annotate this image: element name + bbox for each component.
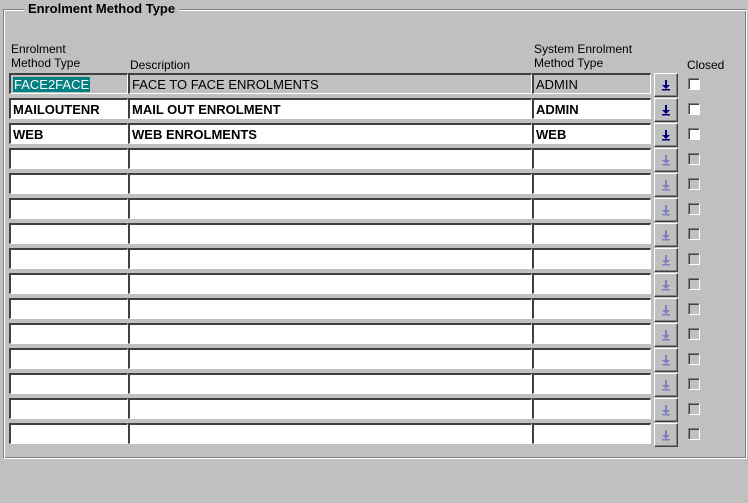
closed-checkbox[interactable] [688,403,700,415]
lov-button[interactable] [654,148,678,172]
empty-table-row [0,423,748,448]
closed-checkbox[interactable] [688,378,700,390]
lov-button[interactable] [654,423,678,447]
empty-table-row [0,298,748,323]
empty-table-row [0,323,748,348]
empty-table-row [0,273,748,298]
method-type-field[interactable] [9,273,128,294]
arrow-down-icon [661,179,671,191]
system-method-type-field[interactable] [532,198,651,219]
closed-checkbox[interactable] [688,328,700,340]
description-field[interactable] [128,373,532,394]
description-field[interactable] [128,298,532,319]
lov-button[interactable] [654,223,678,247]
description-field[interactable] [128,148,532,169]
arrow-down-icon [661,229,671,241]
selected-text: FACE2FACE [14,77,90,92]
system-method-type-field[interactable] [532,223,651,244]
closed-checkbox[interactable] [688,428,700,440]
empty-table-row [0,398,748,423]
description-field[interactable] [128,223,532,244]
method-type-field[interactable]: WEB [9,123,128,144]
method-type-field[interactable] [9,298,128,319]
closed-checkbox[interactable] [688,228,700,240]
system-method-type-field[interactable] [532,323,651,344]
system-method-type-field[interactable] [532,398,651,419]
system-method-type-field[interactable] [532,423,651,444]
description-field[interactable] [128,348,532,369]
lov-button[interactable] [654,323,678,347]
column-header-system-line2: Method Type [534,56,604,70]
closed-checkbox[interactable] [688,78,700,90]
system-method-type-field[interactable] [532,148,651,169]
closed-checkbox[interactable] [688,103,700,115]
empty-table-row [0,348,748,373]
description-field[interactable] [128,273,532,294]
closed-checkbox[interactable] [688,153,700,165]
column-header-system-method-type [534,42,632,70]
empty-table-row [0,373,748,398]
description-field[interactable] [128,198,532,219]
empty-table-row [0,223,748,248]
method-type-field[interactable] [9,373,128,394]
method-type-field[interactable] [9,323,128,344]
system-method-type-field[interactable] [532,348,651,369]
closed-checkbox[interactable] [688,128,700,140]
lov-button[interactable] [654,298,678,322]
system-method-type-field[interactable] [532,248,651,269]
arrow-down-icon [661,354,671,366]
method-type-field[interactable] [9,148,128,169]
lov-button[interactable] [654,73,678,97]
arrow-down-icon [661,304,671,316]
arrow-down-icon [661,404,671,416]
empty-table-row [0,198,748,223]
arrow-down-icon [661,379,671,391]
column-header-system-line1: System Enrolment [534,42,633,56]
method-type-field[interactable] [9,348,128,369]
closed-checkbox[interactable] [688,278,700,290]
system-method-type-field[interactable]: ADMIN [532,73,651,94]
column-header-closed: Closed [687,58,725,72]
empty-table-row [0,248,748,273]
closed-checkbox[interactable] [688,178,700,190]
closed-checkbox[interactable] [688,303,700,315]
system-method-type-field[interactable]: WEB [532,123,651,144]
arrow-down-icon [661,279,671,291]
method-type-field[interactable] [9,73,128,94]
method-type-field[interactable] [9,248,128,269]
description-field[interactable]: WEB ENROLMENTS [128,123,532,144]
closed-checkbox[interactable] [688,203,700,215]
column-header-method-type-line2: Method Type [11,56,81,70]
table-row [0,73,748,98]
lov-button[interactable] [654,173,678,197]
lov-button[interactable] [654,398,678,422]
column-header-description: Description [130,58,191,72]
lov-button[interactable] [654,248,678,272]
description-field[interactable] [128,323,532,344]
column-header-method-type-line1: Enrolment [11,42,66,56]
empty-table-row [0,148,748,173]
method-type-field[interactable] [9,198,128,219]
description-field[interactable] [128,173,532,194]
empty-table-row [0,173,748,198]
arrow-down-icon [661,129,671,141]
column-header-method-type [11,42,80,70]
description-field[interactable] [128,423,532,444]
description-field[interactable] [128,248,532,269]
method-type-field[interactable] [9,173,128,194]
method-type-field[interactable] [9,423,128,444]
lov-button[interactable] [654,348,678,372]
method-type-field[interactable] [9,223,128,244]
lov-button[interactable] [654,373,678,397]
table-row [0,98,748,123]
arrow-down-icon [661,204,671,216]
arrow-down-icon [661,79,671,91]
system-method-type-field[interactable] [532,273,651,294]
arrow-down-icon [661,329,671,341]
lov-button[interactable] [654,198,678,222]
lov-button[interactable] [654,273,678,297]
system-method-type-field[interactable]: ADMIN [532,98,651,119]
closed-checkbox[interactable] [688,353,700,365]
table-row [0,123,748,148]
description-field[interactable]: MAIL OUT ENROLMENT [128,98,532,119]
system-method-type-field[interactable] [532,173,651,194]
form-title: Enrolment Method Type [24,1,179,17]
system-method-type-field[interactable] [532,373,651,394]
arrow-down-icon [661,254,671,266]
arrow-down-icon [661,104,671,116]
arrow-down-icon [661,154,671,166]
system-method-type-field[interactable] [532,298,651,319]
closed-checkbox[interactable] [688,253,700,265]
lov-button[interactable] [654,98,678,122]
method-type-field[interactable]: MAILOUTENR [9,98,128,119]
arrow-down-icon [661,429,671,441]
lov-button[interactable] [654,123,678,147]
description-field[interactable]: FACE TO FACE ENROLMENTS [128,73,532,94]
description-field[interactable] [128,398,532,419]
method-type-field[interactable] [9,398,128,419]
